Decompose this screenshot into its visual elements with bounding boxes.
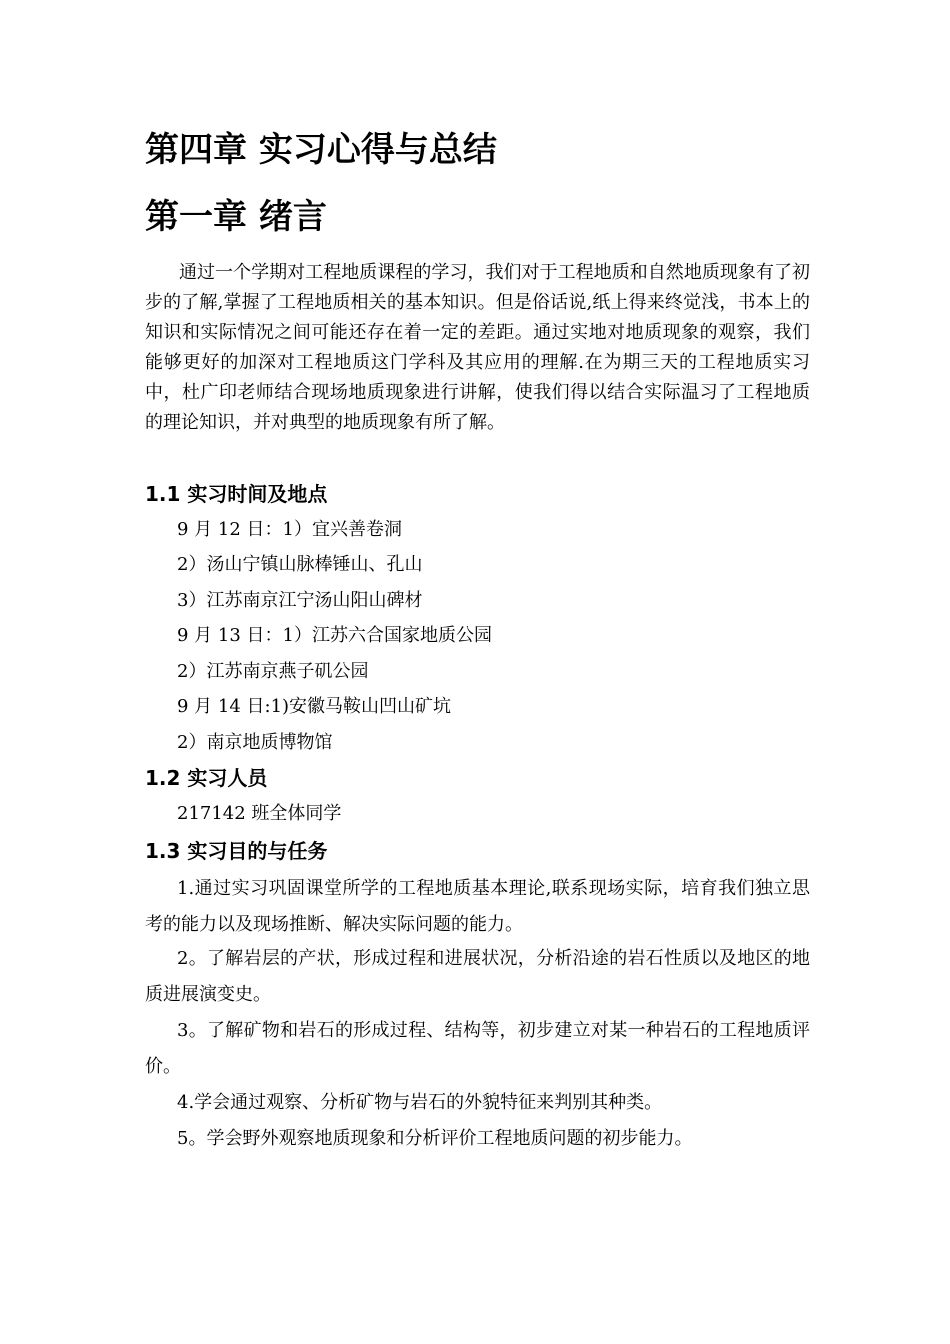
schedule-line: 9 月 13 日：1）江苏六合国家地质公园 [177, 625, 492, 646]
intro-paragraph: 通过一个学期对工程地质课程的学习，我们对于工程地质和自然地质现象有了初步的了解,掌握了工程地质相关的基本知识。但是俗话说,纸上得来终觉浅，书本上的知识和实际情况之间可能还存在着一定的差距。通过实地对地质现象的观察，我们能够更好的加深对工程地质这门学科及其应用的理解.在为期三天的工程地质实习中，杜广印老师结合现场地质现象进行讲解，使我们得以结合实际温习了工程地质的理论知识，并对典型的地质现象有所了解。 [145, 262, 810, 433]
chapter-4-heading: 第四章 实习心得与总结 [145, 130, 497, 170]
objective-item: 2。了解岩层的产状，形成过程和进展状况，分析沿途的岩石性质以及地区的地质进展演变史。 [145, 948, 810, 1005]
section-1-1-heading: 1.1 实习时间及地点 [145, 482, 328, 506]
objective-item: 3。了解矿物和岩石的形成过程、结构等，初步建立对某一种岩石的工程地质评价。 [145, 1020, 810, 1077]
schedule-line: 2）汤山宁镇山脉棒锤山、孔山 [177, 554, 423, 575]
chapter-1-heading: 第一章 绪言 [145, 197, 327, 237]
personnel-line: 217142 班全体同学 [177, 803, 342, 824]
section-1-2-heading: 1.2 实习人员 [145, 766, 268, 790]
schedule-line: 2）南京地质博物馆 [177, 732, 333, 753]
objective-item: 5。学会野外观察地质现象和分析评价工程地质问题的初步能力。 [177, 1128, 693, 1149]
objective-item: 4.学会通过观察、分析矿物与岩石的外貌特征来判别其种类。 [177, 1092, 663, 1113]
section-1-3-heading: 1.3 实习目的与任务 [145, 839, 328, 863]
schedule-line: 3）江苏南京江宁汤山阳山碑材 [177, 590, 423, 611]
schedule-line: 9 月 14 日:1)安徽马鞍山凹山矿坑 [177, 696, 452, 717]
objective-item: 1.通过实习巩固课堂所学的工程地质基本理论,联系现场实际，培育我们独立思考的能力以及现场推断、解决实际问题的能力。 [145, 878, 810, 935]
schedule-line: 2）江苏南京燕子矶公园 [177, 661, 369, 682]
schedule-line: 9 月 12 日：1）宜兴善卷洞 [177, 519, 402, 540]
